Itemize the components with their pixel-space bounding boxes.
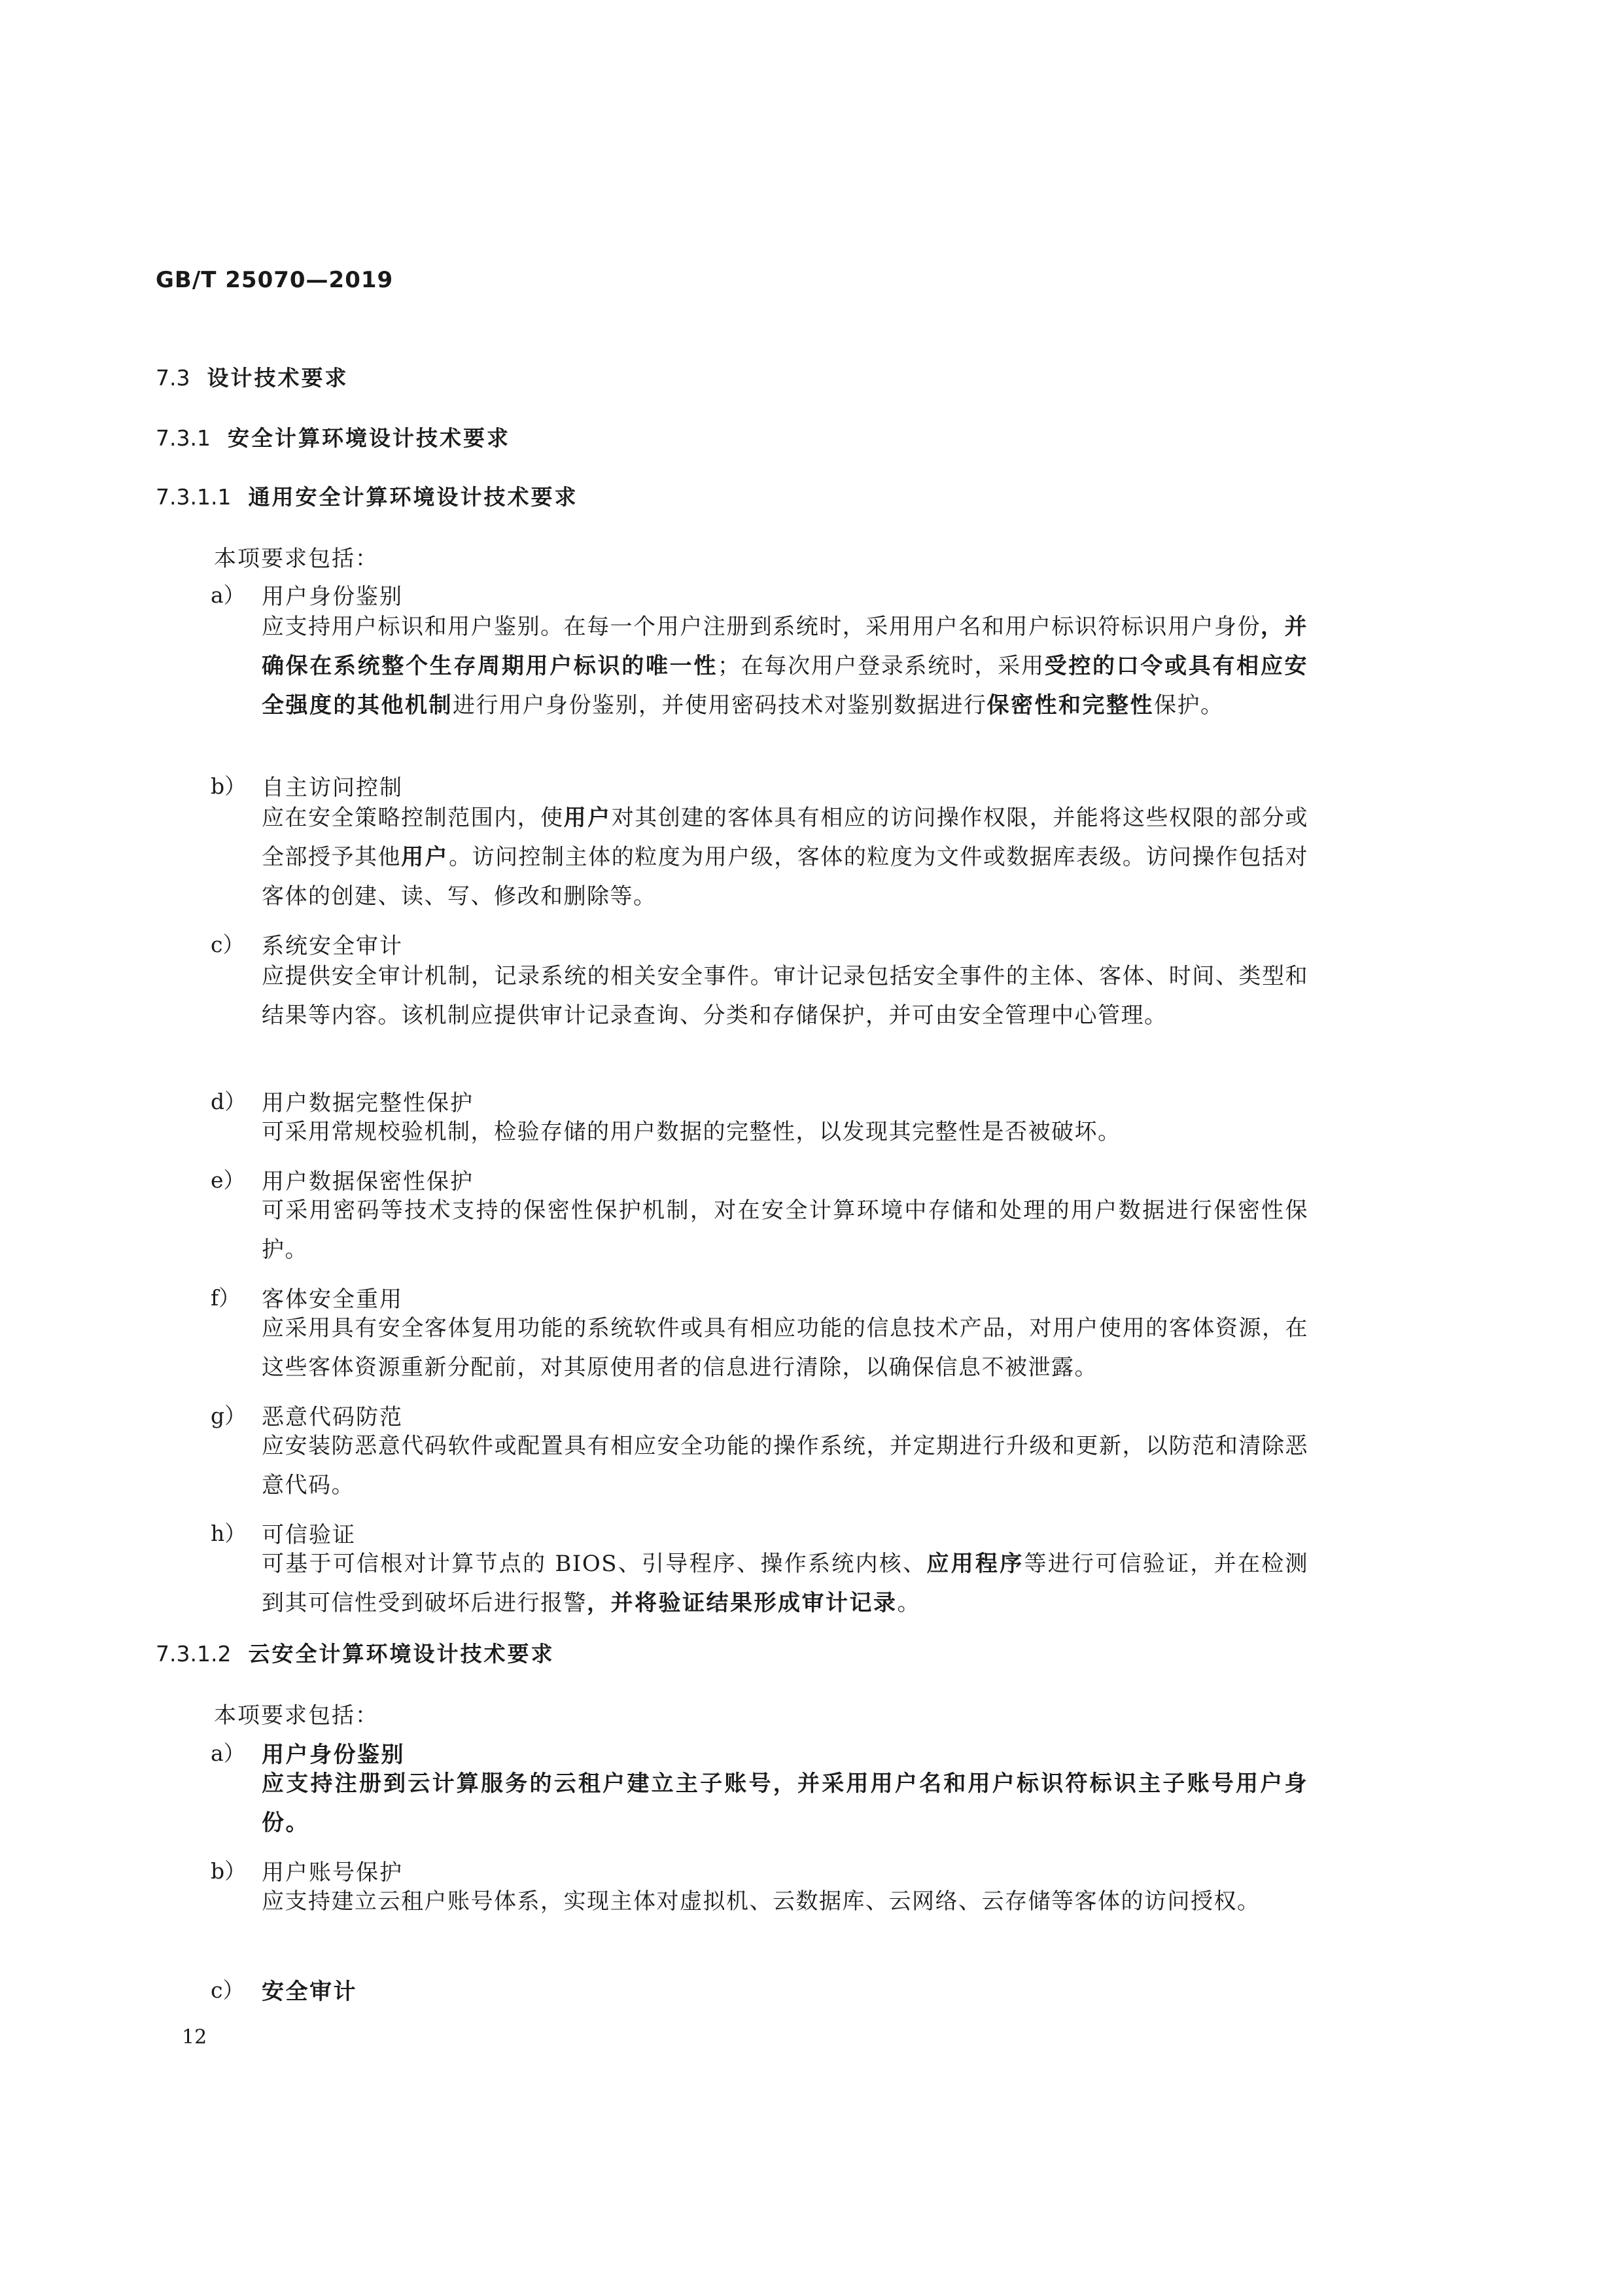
item-title-access-control: 自主访问控制 — [262, 775, 403, 801]
list-label-cloud-b: b） — [211, 1858, 247, 1884]
text-run: 可基于可信根对计算节点的 BIOS、引导程序、操作系统内核、 — [262, 1551, 927, 1577]
bold-text-run: 用户 — [401, 844, 449, 870]
item-title-security-audit: 系统安全审计 — [262, 933, 403, 959]
item-body-trusted-verification — [262, 1544, 1308, 1623]
section-number: 7.3.1.1 — [156, 484, 232, 510]
text-run: 。 — [897, 1590, 920, 1616]
bold-text-run: 保密性和完整性 — [986, 692, 1154, 718]
list-label-cloud-a: a） — [211, 1740, 245, 1766]
cloud-intro: 本项要求包括： — [214, 1703, 379, 1729]
item-body-data-integrity: 可采用常规校验机制，检验存储的用户数据的完整性，以发现其完整性是否被破坏。 — [262, 1119, 1121, 1145]
list-label-b: b） — [211, 773, 247, 799]
item-body-object-reuse: 应采用具有安全客体复用功能的系统软件或具有相应功能的信息技术产品，对用户使用的客体资源，在这些客体资源重新分配前，对其原使用者的信息进行清除，以确保信息不被泄露。 — [262, 1315, 1308, 1381]
list-label-h: h） — [211, 1521, 247, 1546]
item-title-malware-prevention: 恶意代码防范 — [262, 1404, 403, 1430]
bold-text-run: ，并将验证结果形成审计记录 — [587, 1590, 898, 1616]
text-run: 应支持用户标识和用户鉴别。在每一个用户注册到系统时，采用用户名和用户标识符标识用户身份 — [262, 614, 1261, 640]
item-body-account-protection: 应支持建立云租户账号体系，实现主体对虚拟机、云数据库、云网络、云存储等客体的访问授权。 — [262, 1888, 1261, 1915]
text-run: 等进行可信验证，并在检测到其可信性受到破坏后进行报警 — [262, 1551, 1309, 1616]
bold-text-run: 受控的口令或具有相应安全强度的其他机制 — [262, 653, 1309, 718]
general-intro: 本项要求包括： — [214, 546, 379, 572]
item-title-object-reuse: 客体安全重用 — [262, 1286, 403, 1313]
item-body-data-confidentiality: 可采用密码等技术支持的保密性保护机制，对在安全计算环境中存储和处理的用户数据进行保密性保护。 — [262, 1197, 1308, 1263]
section-number: 7.3 — [156, 365, 190, 391]
item-body-security-audit: 应提供安全审计机制，记录系统的相关安全事件。审计记录包括安全事件的主体、客体、时间、类型和结果等内容。该机制应提供审计记录查询、分类和存储保护，并可由安全管理中心管理。 — [262, 963, 1308, 1029]
list-label-cloud-c: c） — [211, 1977, 245, 2003]
item-title-user-auth: 用户身份鉴别 — [262, 584, 403, 610]
list-label-c: c） — [211, 932, 245, 957]
section-title: 云安全计算环境设计技术要求 — [248, 1641, 555, 1667]
heading-7-3-1 — [156, 421, 510, 452]
item-body-access-control — [262, 798, 1308, 916]
item-title-account-protection: 用户账号保护 — [262, 1860, 403, 1886]
standard-code: GB/T 25070—2019 — [156, 267, 394, 293]
heading-7-3 — [156, 361, 348, 392]
bold-text-run: ，并确保在系统整个生存周期用户标识的唯一性 — [262, 614, 1309, 679]
section-title: 设计技术要求 — [207, 365, 349, 391]
list-label-g: g） — [211, 1403, 247, 1428]
item-title-data-integrity: 用户数据完整性保护 — [262, 1090, 474, 1116]
text-run: 。访问控制主体的粒度为用户级，客体的粒度为文件或数据库表级。访问操作包括对客体的创建、读、写、修改和删除等。 — [262, 844, 1309, 910]
item-body-user-auth — [262, 607, 1308, 725]
item-title-cloud-user-auth: 用户身份鉴别 — [262, 1742, 405, 1768]
list-label-a: a） — [211, 582, 245, 608]
section-number: 7.3.1 — [156, 425, 211, 451]
text-run: 对其创建的客体具有相应的访问操作权限，并能将这些权限的部分或全部授予其他 — [262, 805, 1309, 870]
text-run: 应在安全策略控制范围内，使 — [262, 805, 564, 831]
text-run: 进行用户身份鉴别，并使用密码技术对鉴别数据进行 — [453, 692, 987, 718]
heading-7-3-1-1 — [156, 480, 578, 511]
item-body-malware-prevention: 应安装防恶意代码软件或配置具有相应安全功能的操作系统，并定期进行升级和更新，以防范和清除恶意代码。 — [262, 1433, 1308, 1498]
list-label-e: e） — [211, 1167, 245, 1193]
item-body-cloud-user-auth: 应支持注册到云计算服务的云租户建立主子账号，并采用用户名和用户标识符标识主子账号用户身份。 — [262, 1771, 1308, 1836]
text-run: ；在每次用户登录系统时，采用 — [718, 653, 1045, 679]
section-title: 通用安全计算环境设计技术要求 — [248, 484, 578, 510]
section-title: 安全计算环境设计技术要求 — [227, 425, 510, 451]
item-title-trusted-verification: 可信验证 — [262, 1522, 356, 1548]
section-number: 7.3.1.2 — [156, 1641, 232, 1667]
bold-text-run: 用户 — [563, 805, 612, 831]
bold-text-run: 应用程序 — [926, 1551, 1024, 1577]
item-title-cloud-audit: 安全审计 — [262, 1979, 357, 2005]
heading-7-3-1-2 — [156, 1637, 554, 1668]
page-number: 12 — [182, 2026, 207, 2049]
text-run: 保护。 — [1154, 692, 1224, 718]
list-label-d: d） — [211, 1089, 247, 1114]
item-title-data-confidentiality: 用户数据保密性保护 — [262, 1169, 474, 1195]
list-label-f: f） — [211, 1285, 241, 1311]
